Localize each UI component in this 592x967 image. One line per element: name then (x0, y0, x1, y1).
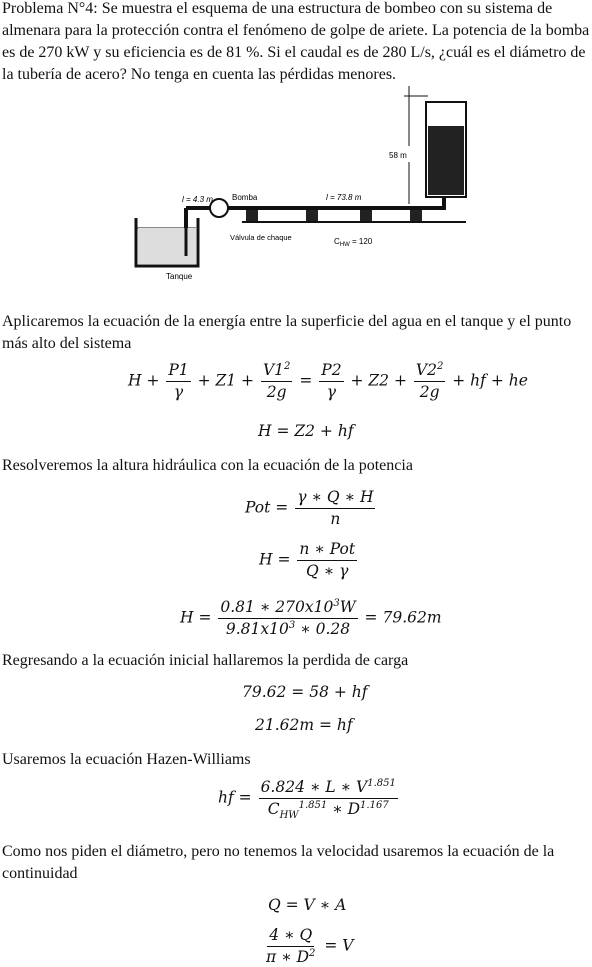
eq-velocity: $\frac{4 ∗ Q}{\pi ∗ D^2}$ = V (266, 926, 354, 966)
eq-hazen-williams: hf = $\frac{6.824 ∗ L ∗ V^{1.851}}{C_{HW}^{1.851} ∗ D^{1.167}}$ (218, 777, 396, 822)
pump-label: Bomba (232, 193, 258, 202)
para-continuity: Como nos piden el diámetro, pero no tenemos la velocidad usaremos la ecuación de la continuidad (2, 843, 555, 882)
length-label-1: l = 4.3 m (182, 195, 213, 204)
tank-label: Tanque (166, 272, 193, 281)
chw-label: $C_{HW} = 120$ (334, 237, 373, 248)
length-label-2: l = 73.8 m (326, 193, 362, 202)
eq-h-from-pot: H = $\frac{\text{n ∗ Pot}}{Q ∗ \gamma}$ (259, 540, 356, 580)
para-power: Resolveremos la altura hidráulica con la ecuación de la potencia (2, 457, 413, 474)
eq-loss-2: 21.62m = hf (255, 716, 353, 734)
height-label: 58 m (389, 151, 407, 160)
eq-h: H = Z2 + hf (258, 422, 354, 440)
eq-loss-1: 79.62 = 58 + hf (242, 683, 368, 701)
eq-continuity: Q = V ∗ A (268, 896, 347, 914)
eq-h-value: H = $\frac{0.81 ∗ 270x10^3W}{9.81x10^3 ∗ 0.28}$ = 79.62m (180, 597, 442, 638)
para-hazen: Usaremos la ecuación Hazen-Williams (2, 751, 251, 768)
valve-label: Válvula de chaque (230, 233, 292, 242)
pump-system-diagram (126, 86, 471, 286)
para-energy: Aplicaremos la ecuación de la energía entre la superficie del agua en el tanque y el punto más alto del sistema (2, 313, 572, 352)
para-loss: Regresando a la ecuación inicial hallaremos la perdida de carga (2, 652, 409, 669)
eq-pot: Pot = $\frac{\gamma ∗ Q ∗ H}{n}$ (245, 488, 374, 528)
problem-statement: Problema N°4: Se muestra el esquema de una estructura de bombeo con su sistema de almenara para la protección contra el fenómeno de golpe de ariete. La potencia de la bomba es de 270 kW y su eficiencia es de 81 %. Si el caudal es de 280 L/s, ¿cuál es el diámetro de la tubería de acero? No tenga en cuenta las pérdidas menores. (2, 0, 590, 83)
eq-energy: H + $\frac{P1}{\gamma}$ + Z1 + $\frac{V1^2}{2g}$ = $\frac{P2}{\gamma}$ + Z2 + $\frac{V2^2}{2g}$ + hf + he (128, 360, 528, 401)
